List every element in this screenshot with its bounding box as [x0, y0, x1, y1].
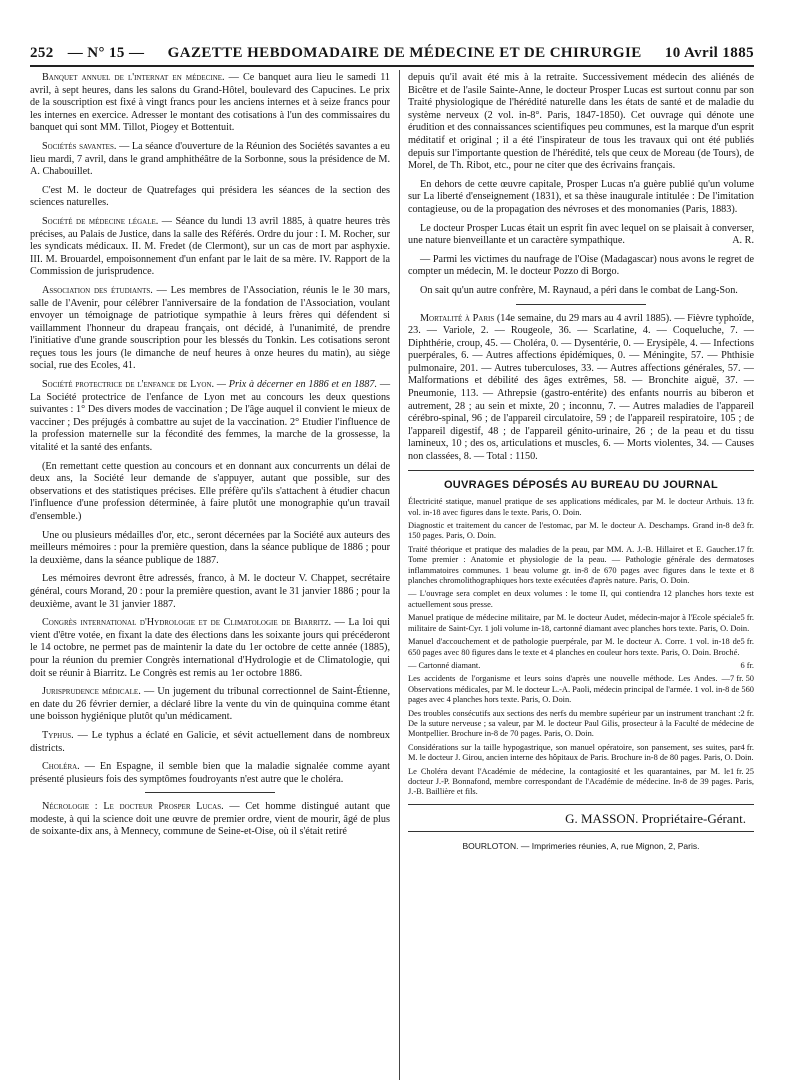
jurisprudence-article — [30, 686, 390, 724]
ouvrages-title: OUVRAGES DÉPOSÉS AU BUREAU DU JOURNAL — [443, 478, 719, 491]
congres-heading: Congrès international d'Hydrologie et de Climatologie de Biarritz. — [42, 617, 332, 629]
section-rule — [145, 792, 275, 793]
societes-heading: Sociétés savantes. — [42, 140, 117, 152]
ouvrages-list — [408, 497, 754, 798]
typhus-article — [30, 730, 390, 755]
ouvrage-text: Traité théorique et pratique des maladies de la peau, par MM. A. J.-B. Hillairet et E. Gaucher. Tome premier : Anatomie et physiologie de la peau. — Pathologie générale des dermatoses inflammatoires communes. 1 beau volume gr. in-8 de 670 pages avec figures dans le texte et 8 planches chromolithographiques hors texte exécutées d'après nature. Paris, O. Doin. — [408, 544, 754, 586]
ouvrage-price: 5 fr. — [740, 637, 754, 647]
lyon-body: — La Société protectrice de l'enfance de Lyon met au concours les deux questions suivantes : 1° Des divers modes de vaccination ; De l'âge auquel il convient le mieux de vacciner ; Des préjugés à combattre au sujet de la vaccination. 2° Etudier l'influence de la profession maternelle sur la fécondité des femmes, la marche de la grossesse, la vitalité et la santé des enfants. — [30, 379, 390, 454]
ouvrage-entry — [408, 589, 754, 610]
ouvrage-price: 3 fr. — [740, 521, 754, 531]
ouvrage-text: — Cartonné diamant. — [408, 660, 481, 670]
etudiants-article — [30, 285, 390, 373]
mortalite-heading: Mortalité à Paris — [420, 312, 495, 324]
lyon-prize: — Prix à décerner en 1886 et en 1887. — [214, 379, 378, 391]
publisher-signature: G. MASSON. Propriétaire-Gérant. — [565, 810, 746, 826]
lyon-body-3: Une ou plusieurs médailles d'or, etc., seront décernées par la Société aux auteurs des meilleurs mémoires : pour la première question, dans la séance publique de 1886 ; pour la deuxième, dans la séance publique de 1887. — [30, 529, 390, 566]
banquet-body: — Ce banquet aura lieu le samedi 11 avril, à sept heures, dans les salons du Grand-Hôtel, boulevard des Capucines. Le prix de la souscription est fixé à vingt francs pour les anciens internes et à seize francs pour les internes en exercice. Adresser le montant des cotisations à l'un des commissaires du banquet qui sont MM. Tillot, Piogey et Bottentuit. — [30, 72, 391, 134]
ouvrage-entry — [408, 637, 754, 658]
right-column — [408, 72, 754, 853]
necrologie-article — [30, 801, 390, 839]
printer-line: BOURLOTON. — Imprimeries réunies, A, rue Mignon, 2, Paris. — [462, 841, 700, 852]
necrologie-heading: Nécrologie : Le docteur Prosper Lucas. — [42, 801, 224, 813]
lucas-signature: A. R. — [732, 235, 754, 247]
cholera-heading: Choléra. — [42, 761, 80, 773]
ouvrage-entry — [408, 709, 754, 740]
ouvrage-entry — [408, 743, 754, 764]
ouvrage-text: Les accidents de l'organisme et leurs soins d'après une nouvelle méthode. Les Andes. — Observations médicales, par M. le docteur L.-A. Paoli, médecin principal de l'armée. 1 vol. in-8 de 560 pages avec 4 planches hors texte. Paris, O. Doin. — [408, 674, 754, 705]
legale-body: — Séance du lundi 13 avril 1885, à quatre heures très précises, au Palais de Justice, dans la salle des Référés. Ordre du jour : I. M. Rocher, sur les syndicats médicaux. II. M. Fredet (de Clermont), sur un cas de mort par asphyxie. III. M. Brouardel, empoisonnement d'un enfant par le lait de sa mère. IV. Rapport de la Commission de jurisprudence. — [30, 215, 390, 278]
ouvrage-text: Manuel pratique de médecine militaire, par M. le docteur Audet, médecin-major à l'Ecole spéciale militaire de Saint-Cyr. 1 joli volume in-18, cartonné diamant avec planches hors texte. Paris, O. Doin. — [408, 613, 750, 633]
section-rule — [408, 804, 754, 805]
lyon-heading: Société protectrice de l'enfance de Lyon. — [42, 379, 215, 391]
societes-body-2: C'est M. le docteur de Quatrefages qui présidera les séances de la section des sciences naturelles. — [30, 184, 390, 209]
page-header — [30, 38, 754, 67]
ouvrage-text: Considérations sur la taille hypogastrique, son manuel opératoire, son pansement, ses suites, par M. le docteur J. Girou, ancien interne des hôpitaux de Paris. Brochure in-8 de 80 pages. Paris, O. Doin. — [408, 742, 754, 763]
raynaud-para: On sait qu'un autre confrère, M. Raynaud, a péri dans le combat de Lang-Son. — [420, 284, 738, 296]
ouvrage-price: 6 fr. — [740, 660, 754, 670]
legale-heading: Société de médecine légale. — [42, 215, 159, 227]
cholera-article — [30, 761, 390, 786]
ouvrage-text: Électricité statique, manuel pratique de ses applications médicales, par M. le docteur Arthuis. 1 vol. in-18 avec figures dans le texte. Paris, O. Doin. — [408, 497, 741, 517]
section-rule — [516, 304, 646, 305]
lyon-body-4: Les mémoires devront être adressés, franco, à M. le docteur V. Chappet, secrétaire général, cours Morand, 20 : pour la première question, avant le 31 janvier 1886 ; pour la deuxième, avant le 31 janvier 1887. — [30, 573, 390, 610]
legale-article — [30, 216, 390, 279]
naufrage-para: — Parmi les victimes du naufrage de l'Oise (Madagascar) nous avons le regret de compter un médecin, M. le docteur Pozzo di Borgo. — [408, 253, 754, 278]
section-rule — [408, 470, 754, 471]
section-rule — [408, 831, 754, 832]
cholera-body: — En Espagne, il semble bien que la maladie signalée comme ayant présenté plusieurs fois des symptômes foudroyants n'est autre que le choléra. — [30, 761, 390, 785]
ouvrage-entry — [408, 661, 754, 671]
ouvrage-text: Le Choléra devant l'Académie de médecine, la contagiosité et les quarantaines, par M. le docteur J.-P. Bonnafond, membre correspondant de l'Académie de médecine. In-8 de 39 pages. Paris, J.-B. Baillière et fils. — [408, 766, 754, 797]
ouvrage-entry — [408, 521, 754, 542]
lyon-body-2: (En remettant cette question au concours et en donnant aux concurrents un délai de deux ans, la Société leur demande de s'appuyer, autant que possible, sur des observations et des statistiques précises. Elle préfère qu'ils s'attachent à étudier chacun l'influence d'une profession déterminée, à faire plutôt une monographie qu'un travail d'ensemble.) — [30, 460, 390, 522]
left-column — [30, 72, 390, 845]
societes-article — [30, 141, 390, 179]
societes-body: — La séance d'ouverture de la Réunion des Sociétés savantes a eu lieu mardi, 7 avril, dans le grand amphithéâtre de la Sorbonne, sous la présidence de M. A. Chabouillet. — [30, 140, 390, 178]
journal-title: GAZETTE HEBDOMADAIRE DE MÉDECINE ET DE CHIRURGIE — [167, 45, 642, 61]
jurisprudence-body: — Un jugement du tribunal correctionnel de Saint-Étienne, en date du 26 février dernier, a déclaré libre la vente du vin de quinquina comme étant une boisson hygiénique plutôt qu'un médicament. — [30, 686, 390, 723]
issue-date: 10 Avril 1885 — [664, 45, 754, 61]
ouvrage-price: 7 fr. 50 — [730, 674, 754, 684]
lucas-para-1: depuis qu'il avait été mis à la retraite. Successivement médecin des aliénés de Bicêtre et de l'asile Sainte-Anne, le docteur Prosper Lucas est surtout connu par son Traité physiologique de l'hérédité naturelle dans les états de santé et de maladie du système nerveux (2 vol. in-8°. Paris, 1847-1850). Cet ouvrage qui dénote une érudition et des connaissances scientifiques peu communes, est la marque d'un esprit méditatif et original ; il a été l'inspirateur de tous les travaux qui ont été publiés depuis sur l'importante question de l'hérédité, tels que ceux de Moreau (de Tours), de Morel, de Th. Ribot, etc., pour ne citer que des écrivains français. — [408, 72, 754, 172]
necrologie-body: — Cet homme distingué autant que modeste, à qui la science doit une œuvre de premier ordre, vient de mourir, âgé de plus de soixante-dix ans, à Mennecy, commune de Seine-et-Oise, où il s'était retiré — [30, 801, 390, 838]
jurisprudence-heading: Jurisprudence médicale. — [42, 686, 141, 698]
congres-body: — La loi qui vient d'être votée, en fixant la date des élections dans les soixante jours qui précéderont le 14 octobre, ne permet pas de maintenir la date du 1er octobre de cette année (1885), pour la réunion du premier Congrès international d'Hydrologie et de Climatologie, qui doit se réunir à Biarritz. Le Congrès est remis au 1er octobre 1886. — [30, 617, 390, 679]
ouvrage-entry — [408, 545, 754, 587]
ouvrage-price: 5 fr. — [740, 613, 754, 623]
lucas-para-3-text: Le docteur Prosper Lucas était un esprit fin avec lequel on se plaisait à converser, une nature bienveillante et un caractère sympathique. — [408, 222, 754, 247]
ouvrage-price: 2 fr. — [740, 708, 754, 718]
banquet-article — [30, 72, 390, 135]
mortalite-body: (14e semaine, du 29 mars au 4 avril 1885). — Fièvre typhoïde, 23. — Variole, 2. — Rougeole, 36. — Scarlatine, 4. — Coqueluche, 7. — Diphthérie, croup, 45. — Choléra, 0. — Dysentérie, 0. — Erysipèle, 4. — Infections puerpérales, 6. — Autres affections épidémiques, 0. — Méningite, 57. — Phthisie pulmonaire, 201. — Autres tuberculoses, 33. — Autres affections générales, 57. — Malformations et débilité des âges extrêmes, 58. — Bronchite aiguë, 37. — Pneumonie, 113. — Athrepsie (gastro-entérite) des enfants nourris au biberon et autrement, 28 ; au sein et mixte, 20 ; inconnu, 7. — Autres maladies de l'appareil cérébro-spinal, 96 ; de l'appareil circulatoire, 59 ; de l'appareil respiratoire, 105 ; de l'appareil digestif, 48 ; de l'appareil génito-urinaire, 26 ; de la peau et du tissu lamineux, 10 ; des os, articulations et muscles, 6. — Morts violentes, 34. — Causes non classées, 8. — Total : 1150. — [408, 312, 755, 463]
lucas-para-3 — [408, 223, 754, 248]
ouvrage-text: — L'ouvrage sera complet en deux volumes : le tome II, qui contiendra 12 planches hors texte est actuellement sous presse. — [408, 589, 754, 609]
column-divider — [399, 70, 400, 1080]
congres-article — [30, 617, 390, 680]
ouvrage-price: 4 fr. — [740, 742, 754, 752]
ouvrage-entry — [408, 674, 754, 705]
banquet-heading: Banquet annuel de l'internat en médecine. — [42, 72, 225, 83]
ouvrage-entry — [408, 767, 754, 798]
mortalite-article — [408, 313, 754, 464]
ouvrage-price: 3 fr. — [740, 497, 754, 507]
ouvrage-text: Diagnostic et traitement du cancer de l'estomac, par M. le docteur A. Deschamps. Grand in-8 de 150 pages. Paris, O. Doin. — [408, 521, 741, 541]
ouvrage-text: Manuel d'accouchement et de pathologie puerpérale, par M. le docteur A. Corre. 1 vol. in-18 de 650 pages avec 80 figures dans le texte et 4 planches en couleur hors texte. Paris, O. Doin. Broché. — [408, 637, 741, 657]
typhus-heading: Typhus. — [42, 729, 74, 741]
lyon-article — [30, 379, 390, 455]
ouvrage-price: 1 fr. 25 — [730, 766, 754, 776]
page-number: 252 — [30, 45, 54, 61]
issue-number: — N° 15 — — [67, 45, 145, 61]
etudiants-body: — Les membres de l'Association, réunis le le 30 mars, salle de l'Avenir, pour célébrer l'anniversaire de la fondation de l'Association, voulant envoyer un témoignage de patriotique sympathie à leurs frères qui défendent si vaillamment l'honneur du drapeau français, ont décidé, à l'unanimité, de prendre l'initiative d'une grande souscription pour les blessés du Tonkin. Les cotisations seront reçues tous les jours (le dimanche de neuf heures à onze heures du matin), au siège social, rue des Ecoles, 41. — [30, 284, 390, 372]
ouvrage-text: Des troubles consécutifs aux sections des nerfs du membre supérieur par un instrument tranchant : De la suture nerveuse ; sa valeur, par M. le docteur Paul Gilis, prosecteur à la Faculté de médecine de Montpellier. Brochure in-8 de 70 pages. Paris, O. Doin. — [408, 708, 754, 739]
ouvrage-entry — [408, 497, 754, 518]
ouvrage-price: 17 fr. — [736, 544, 754, 554]
lucas-para-2: En dehors de cette œuvre capitale, Prosper Lucas n'a guère publié qu'un volume sur La liberté d'enseignement (1831), et sa thèse inaugurale intitulée : De l'imitation contagieuse, ou de la propagation des névroses et des monomanies (Paris, 1883). — [408, 178, 754, 215]
typhus-body: — Le typhus a éclaté en Galicie, et sévit actuellement dans de nombreux districts. — [30, 729, 390, 754]
etudiants-heading: Association des étudiants. — [42, 284, 153, 296]
ouvrage-entry — [408, 613, 754, 634]
